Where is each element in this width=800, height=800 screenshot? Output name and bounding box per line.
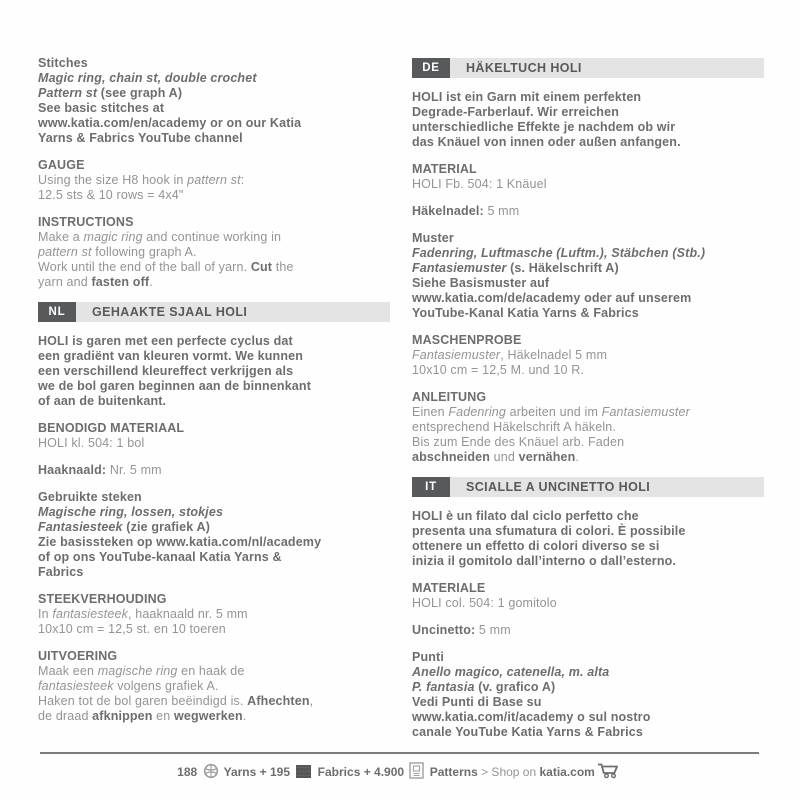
text-line <box>412 581 764 596</box>
text-block <box>412 204 764 219</box>
text-run: INSTRUCTIONS <box>38 215 134 229</box>
text-line <box>412 231 764 246</box>
text-line <box>412 524 764 539</box>
text-run: fantasiesteek <box>52 607 128 621</box>
text-line <box>412 623 764 638</box>
text-run: HOLI ist ein Garn mit einem perfekten <box>412 90 642 104</box>
text-line <box>38 520 390 535</box>
text-run: MATERIALE <box>412 581 486 595</box>
lang-badge-it: IT <box>412 477 450 497</box>
text-run: und <box>490 450 519 464</box>
text-run: HOLI Fb. 504: 1 Knäuel <box>412 177 547 191</box>
text-line <box>38 275 390 290</box>
text-run: HOLI col. 504: 1 gomitolo <box>412 596 557 610</box>
text-line <box>38 709 390 724</box>
text-run: Vedi Punti di Base su <box>412 695 542 709</box>
text-line <box>38 86 390 101</box>
footer-stats <box>0 762 800 782</box>
text-block <box>412 509 764 569</box>
text-run: MATERIAL <box>412 162 477 176</box>
text-line <box>412 420 764 435</box>
text-run: Afhechten <box>247 694 310 708</box>
yarn-ball-icon <box>203 763 219 779</box>
text-block <box>412 90 764 150</box>
text-run: 5 mm <box>475 623 511 637</box>
text-run: das Knäuel von innen oder außen anfangen. <box>412 135 681 149</box>
text-block <box>412 333 764 378</box>
text-run: presenta una sfumatura di colori. È possibile <box>412 524 686 538</box>
text-run: www.katia.com/de/academy oder auf unserem <box>412 291 692 305</box>
text-block <box>38 649 390 724</box>
text-line <box>38 101 390 116</box>
text-line <box>412 363 764 378</box>
text-run: HOLI is garen met een perfecte cyclus dat <box>38 334 293 348</box>
text-block <box>38 592 390 637</box>
text-run: 10x10 cm = 12,5 M. und 10 R. <box>412 363 585 377</box>
text-run: . <box>575 450 580 464</box>
text-run: Fantasiesteek <box>38 520 123 534</box>
text-run: 10x10 cm = 12,5 st. en 10 toeren <box>38 622 226 636</box>
text-block <box>38 215 390 290</box>
text-line <box>412 680 764 695</box>
text-line <box>412 204 764 219</box>
text-line <box>38 622 390 637</box>
text-block <box>38 490 390 580</box>
text-line <box>412 291 764 306</box>
text-run: UITVOERING <box>38 649 118 663</box>
text-line <box>38 188 390 203</box>
text-run: Magic ring, chain st, double crochet <box>38 71 257 85</box>
text-run: Degrade-Farberlauf. Wir erreichen <box>412 105 619 119</box>
text-run: , <box>309 694 314 708</box>
text-line <box>38 245 390 260</box>
text-line <box>38 349 390 364</box>
text-run: Yarns & Fabrics YouTube channel <box>38 131 243 145</box>
text-run: unterschiedliche Effekte je nachdem ob wir <box>412 120 676 134</box>
text-run: Stitches <box>38 56 88 70</box>
text-block <box>412 581 764 611</box>
text-run: Fadenring, Luftmasche (Luftm.), Stäbchen (Stb.) <box>412 246 706 260</box>
text-run: (see graph A) <box>97 86 183 100</box>
text-line <box>38 694 390 709</box>
text-line <box>38 260 390 275</box>
lang-section-title: HÄKELTUCH HOLI <box>466 61 582 75</box>
text-run: STEEKVERHOUDING <box>38 592 167 606</box>
text-run: Fantasiemuster <box>412 261 507 275</box>
text-line <box>38 394 390 409</box>
text-line <box>38 463 390 478</box>
lang-section-header <box>412 58 764 78</box>
text-run: vernähen <box>518 450 576 464</box>
text-line <box>412 539 764 554</box>
right-column <box>412 56 764 752</box>
text-run: Fantasiemuster <box>412 348 501 362</box>
text-line <box>38 215 390 230</box>
text-run: Make a <box>38 230 84 244</box>
text-block <box>38 158 390 203</box>
text-run: Fabrics <box>38 565 84 579</box>
shopping-cart-icon <box>597 762 621 779</box>
text-line <box>38 505 390 520</box>
text-run: pattern st <box>38 245 92 259</box>
text-block <box>412 390 764 465</box>
text-line <box>38 71 390 86</box>
text-line <box>412 276 764 291</box>
text-run: Bis zum Ende des Knäuel arb. Faden <box>412 435 625 449</box>
footer-text-run: Yarns + 195 <box>220 765 294 779</box>
text-run: (v. grafico A) <box>474 680 556 694</box>
text-run: en haak de <box>177 664 245 678</box>
text-run: (s. Häkelschrift A) <box>506 261 619 275</box>
text-line <box>38 379 390 394</box>
text-run: canale YouTube Katia Yarns & Fabrics <box>412 725 643 739</box>
text-run: Gebruikte steken <box>38 490 142 504</box>
footer-text-run: > Shop on <box>481 765 540 779</box>
text-run: de draad <box>38 709 93 723</box>
text-line <box>412 177 764 192</box>
text-line <box>38 436 390 451</box>
fabric-swatch-icon <box>295 764 312 779</box>
text-run: 5 mm <box>483 204 520 218</box>
footer-text-run: katia.com <box>539 765 595 779</box>
text-line <box>38 679 390 694</box>
text-run: P. fantasia <box>412 680 475 694</box>
text-line <box>412 450 764 465</box>
text-run: Pattern st <box>38 86 98 100</box>
text-run: GAUGE <box>38 158 85 172</box>
text-run: Magische ring, lossen, stokjes <box>38 505 224 519</box>
text-run: : <box>240 173 245 187</box>
text-run: (zie grafiek A) <box>122 520 211 534</box>
text-run: Haaknaald: <box>38 463 107 477</box>
text-run: wegwerken <box>174 709 243 723</box>
text-run: of aan de buitenkant. <box>38 394 167 408</box>
text-run: fasten off <box>91 275 150 289</box>
text-run: Siehe Basismuster auf <box>412 276 550 290</box>
lang-section-title: SCIALLE A UNCINETTO HOLI <box>466 480 651 494</box>
text-run: www.katia.com/it/academy o sul nostro <box>412 710 651 724</box>
text-run: magic ring <box>83 230 143 244</box>
text-block <box>38 421 390 451</box>
text-run: Haken tot de bol garen beëindigd is. <box>38 694 248 708</box>
lang-section-header <box>38 302 390 322</box>
text-line <box>38 230 390 245</box>
text-line <box>38 364 390 379</box>
text-run: pattern st <box>187 173 241 187</box>
left-column <box>38 56 390 736</box>
text-run: magische ring <box>97 664 178 678</box>
text-line <box>38 131 390 146</box>
text-line <box>38 607 390 622</box>
text-run: Punti <box>412 650 444 664</box>
text-run: ANLEITUNG <box>412 390 487 404</box>
text-run: of op ons YouTube-kanaal Katia Yarns & <box>38 550 282 564</box>
footer-divider <box>40 752 759 754</box>
text-run: In <box>38 607 53 621</box>
text-line <box>412 162 764 177</box>
text-line <box>38 550 390 565</box>
text-line <box>412 135 764 150</box>
text-run: , haaknaald nr. 5 mm <box>127 607 248 621</box>
text-line <box>412 435 764 450</box>
text-run: following graph A. <box>91 245 197 259</box>
text-run: Anello magico, catenella, m. alta <box>412 665 610 679</box>
text-block <box>412 650 764 740</box>
text-run: Fantasiemuster <box>601 405 690 419</box>
lang-section-header <box>412 477 764 497</box>
text-line <box>412 405 764 420</box>
footer-text-run: Fabrics + 4.900 <box>314 765 408 779</box>
text-block <box>38 56 390 146</box>
text-run: , Häkelnadel 5 mm <box>500 348 608 362</box>
text-line <box>412 596 764 611</box>
text-run: Fadenring <box>448 405 506 419</box>
text-line <box>412 333 764 348</box>
text-run: . <box>149 275 153 289</box>
text-run: Uncinetto: <box>412 623 476 637</box>
text-block <box>38 334 390 409</box>
text-run: the <box>272 260 294 274</box>
text-line <box>38 334 390 349</box>
text-line <box>38 535 390 550</box>
text-line <box>412 725 764 740</box>
text-line <box>412 509 764 524</box>
text-line <box>412 554 764 569</box>
text-line <box>38 565 390 580</box>
text-line <box>38 490 390 505</box>
text-run: Using the size H8 hook in <box>38 173 188 187</box>
text-run: ottenere un effetto di colori diverso se si <box>412 539 660 553</box>
text-run: www.katia.com/en/academy or on our Katia <box>38 116 302 130</box>
text-run: Einen <box>412 405 449 419</box>
text-run: inizia il gomitolo dall’interno o dall’esterno. <box>412 554 677 568</box>
text-line <box>38 592 390 607</box>
text-run: Häkelnadel: <box>412 204 484 218</box>
text-line <box>412 90 764 105</box>
text-run: See basic stitches at <box>38 101 165 115</box>
text-line <box>412 665 764 680</box>
text-block <box>38 463 390 478</box>
footer-text-run: Patterns <box>426 765 482 779</box>
text-run: Work until the end of the ball of yarn. <box>38 260 251 274</box>
text-block <box>412 623 764 638</box>
lang-section-title: GEHAAKTE SJAAL HOLI <box>92 305 248 319</box>
text-line <box>38 421 390 436</box>
text-line <box>38 664 390 679</box>
text-run: een verschillend kleureffect verkrijgen als <box>38 364 294 378</box>
text-run: HOLI è un filato dal ciclo perfetto che <box>412 509 639 523</box>
text-line <box>412 306 764 321</box>
text-run: Zie basissteken op www.katia.com/nl/academy <box>38 535 322 549</box>
text-line <box>38 173 390 188</box>
text-run: . <box>242 709 247 723</box>
text-run: een gradiënt van kleuren vormt. We kunnen <box>38 349 304 363</box>
text-line <box>38 116 390 131</box>
lang-badge-nl: NL <box>38 302 76 322</box>
text-line <box>412 348 764 363</box>
text-line <box>412 120 764 135</box>
text-run: BENODIGD MATERIAAL <box>38 421 185 435</box>
text-run: HOLI kl. 504: 1 bol <box>38 436 145 450</box>
patterns-document-icon <box>409 762 424 779</box>
text-line <box>38 56 390 71</box>
text-line <box>412 261 764 276</box>
text-block <box>412 231 764 321</box>
text-line <box>412 650 764 665</box>
text-run: 12.5 sts & 10 rows = 4x4" <box>38 188 184 202</box>
text-run: Maak een <box>38 664 98 678</box>
lang-badge-de: DE <box>412 58 450 78</box>
text-run: afknippen <box>92 709 153 723</box>
text-line <box>412 246 764 261</box>
text-run: en <box>152 709 175 723</box>
text-run: abschneiden <box>412 450 491 464</box>
text-run: YouTube-Kanal Katia Yarns & Fabrics <box>412 306 639 320</box>
text-line <box>412 390 764 405</box>
text-run: entsprechend Häkelschrift A häkeln. <box>412 420 616 434</box>
text-run: yarn and <box>38 275 92 289</box>
text-line <box>38 649 390 664</box>
text-run: volgens grafiek A. <box>113 679 219 693</box>
text-line <box>412 710 764 725</box>
text-run: Muster <box>412 231 454 245</box>
footer-text-run: 188 <box>177 765 201 779</box>
text-run: fantasiesteek <box>38 679 114 693</box>
text-run: we de bol garen beginnen aan de binnenkant <box>38 379 312 393</box>
text-run: MASCHENPROBE <box>412 333 522 347</box>
text-line <box>38 158 390 173</box>
text-line <box>412 695 764 710</box>
text-block <box>412 162 764 192</box>
text-run: Nr. 5 mm <box>106 463 162 477</box>
text-run: Cut <box>250 260 273 274</box>
text-run: and continue working in <box>142 230 282 244</box>
text-line <box>412 105 764 120</box>
text-run: arbeiten und im <box>505 405 602 419</box>
